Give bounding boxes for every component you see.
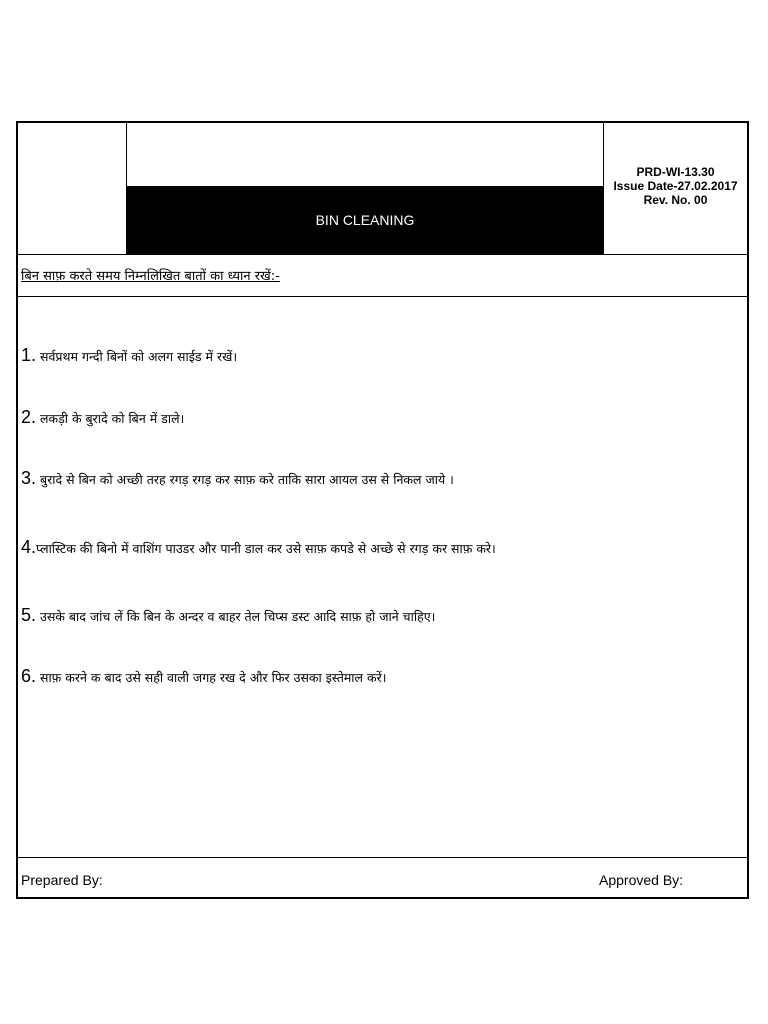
step-number: 3. — [21, 468, 37, 488]
doc-code: PRD-WI-13.30 — [636, 165, 715, 179]
step-item — [21, 537, 496, 558]
title-cell — [127, 123, 604, 254]
signature-footer — [18, 857, 747, 898]
step-number: 1. — [21, 345, 37, 365]
step-item — [21, 468, 454, 489]
document-meta — [604, 165, 747, 207]
step-text: साफ़ करने क बाद उसे सही वाली जगह रख दे और फिर उसका इस्तेमाल करें। — [36, 670, 387, 685]
step-number: 6. — [21, 666, 37, 686]
step-number: 2. — [21, 407, 37, 427]
step-text: लकड़ी के बुरादे को बिन में डाले। — [36, 411, 185, 426]
step-text: बुरादे से बिन को अच्छी तरह रगड़ रगड़ कर साफ़ करे ताकि सारा आयल उस से निकल जाये । — [36, 472, 454, 487]
step-item — [21, 605, 435, 626]
step-text: सर्वप्रथम गन्दी बिनों को अलग साईड में रखें। — [36, 349, 238, 364]
instruction-heading: बिन साफ़ करते समय निम्नलिखित बातों का ध्यान रखें:- — [21, 269, 280, 284]
step-text: प्लास्टिक की बिनो में वाशिंग पाउडर और पानी डाल कर उसे साफ़ कपडे से अच्छे से रगड़ कर साफ़ करे। — [36, 541, 496, 556]
step-text: उसके बाद जांच लें कि बिन के अन्दर व बाहर तेल चिप्स डस्ट आदि साफ़ हो जाने चाहिए। — [36, 609, 436, 624]
revision-number: Rev. No. 00 — [643, 193, 708, 207]
prepared-by-label: Prepared By: — [21, 872, 103, 888]
step-item — [21, 666, 386, 687]
step-number: 5. — [21, 605, 37, 625]
document-header — [18, 123, 747, 255]
instruction-row — [18, 254, 747, 297]
step-item — [21, 407, 184, 428]
steps-list — [18, 297, 747, 857]
document-form — [16, 121, 749, 899]
step-number: 4. — [21, 537, 37, 557]
step-item — [21, 345, 237, 366]
logo-cell — [18, 123, 127, 254]
issue-date: Issue Date-27.02.2017 — [613, 179, 738, 193]
approved-by-label: Approved By: — [599, 872, 684, 888]
document-title: BIN CLEANING — [127, 186, 603, 254]
